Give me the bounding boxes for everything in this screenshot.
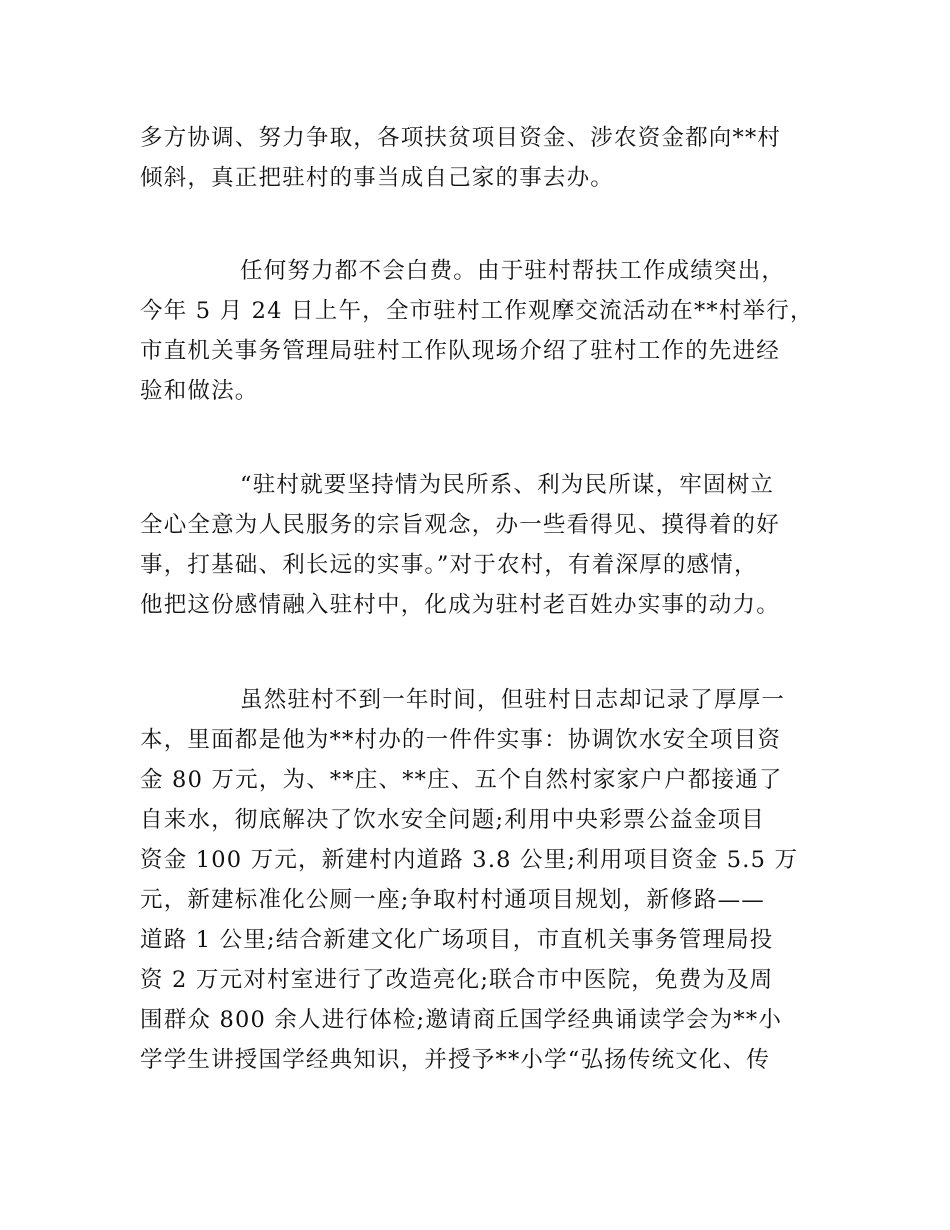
text-line: 市直机关事务管理局驻村工作队现场介绍了驻村工作的先进经 [140,338,780,364]
text-line: 围群众 800 余人进行体检;邀请商丘国学经典诵读学会为**小 [140,1007,783,1033]
text-line: 全心全意为人民服务的宗旨观念，办一些看得见、摸得着的好 [140,512,780,538]
text-line: 学学生讲授国学经典知识，并授予**小学“弘扬传统文化、传 [140,1047,771,1073]
text-line: 今年 5 月 24 日上午，全市驻村工作观摩交流活动在**村举行， [140,298,814,324]
text-line: 倾斜，真正把驻村的事当成自己家的事去办。 [140,165,615,191]
text-line: 虽然驻村不到一年时间，但驻村日志却记录了厚厚一 [240,687,786,713]
text-line: 道路 1 公里;结合新建文化广场项目，市直机关事务管理局投 [140,927,774,953]
text-line: 多方协调、努力争取，各项扶贫项目资金、涉农资金都向**村 [140,125,782,151]
text-line: “驻村就要坚持情为民所系、利为民所谋，牢固树立 [240,472,775,498]
text-line: 元，新建标准化公厕一座;争取村村通项目规划，新修路—— [140,887,765,913]
paragraph-2 [140,251,820,411]
text-line: 金 80 万元，为、**庄、**庄、五个自然村家家户户都接通了 [140,767,783,793]
text-line: 自来水，彻底解决了饮水安全问题;利用中央彩票公益金项目 [140,807,765,833]
text-line: 资 2 万元对村室进行了改造亮化;联合市中医院，免费为及周 [140,967,774,993]
text-line: 验和做法。 [140,378,259,404]
paragraph-3 [140,465,820,625]
paragraph-4 [140,680,820,1080]
paragraph-1 [140,118,820,198]
text-line: 他把这份感情融入驻村中，化成为驻村老百姓办实事的动力。 [140,592,780,618]
text-line: 本，里面都是他为**村办的一件件实事：协调饮水安全项目资 [140,727,782,753]
text-line: 资金 100 万元，新建村内道路 3.8 公里;利用项目资金 5.5 万 [140,847,799,873]
text-line: 任何努力都不会白费。由于驻村帮扶工作成绩突出， [240,258,786,284]
text-line: 事，打基础、利长远的实事。”对于农村，有着深厚的感情， [140,552,758,578]
